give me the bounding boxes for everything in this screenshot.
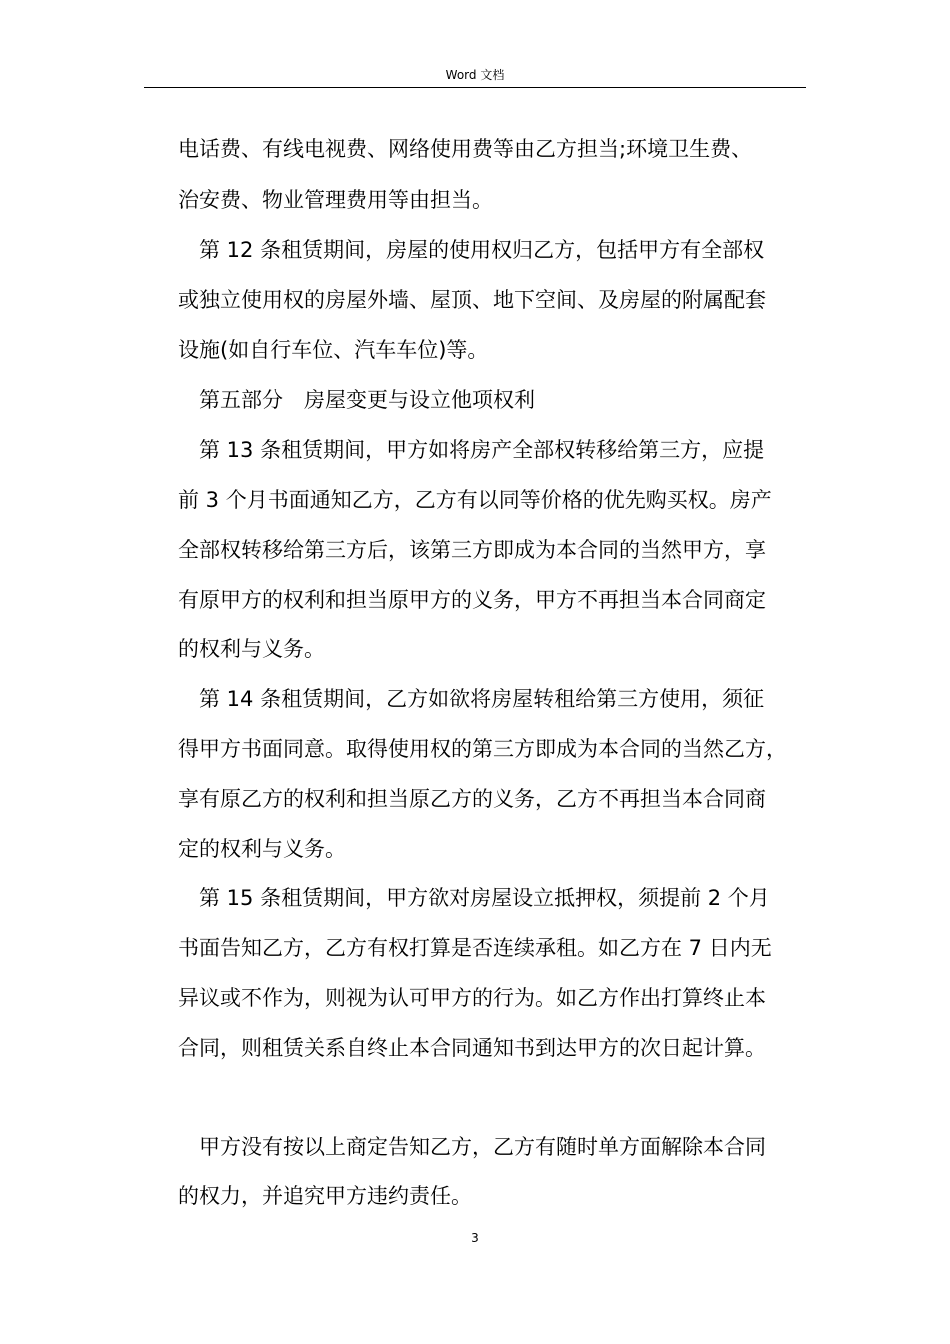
paragraph-line: 前 3 个月书面通知乙方，乙方有以同等价格的优先购买权。房产 [178,488,772,512]
paragraph-line: 享有原乙方的权利和担当原乙方的义务，乙方不再担当本合同商 [178,787,766,811]
section-heading: 第五部分 房屋变更与设立他项权利 [199,388,535,412]
paragraph-line: 第 14 条租赁期间，乙方如欲将房屋转租给第三方使用，须征 [199,687,765,711]
page-header: Word 文档 [445,68,505,82]
paragraph-line: 或独立使用权的房屋外墙、屋顶、地下空间、及房屋的附属配套 [178,288,766,312]
paragraph-line: 得甲方书面同意。取得使用权的第三方即成为本合同的当然乙方， [178,737,787,761]
paragraph-line: 治安费、物业管理费用等由担当。 [178,188,493,212]
paragraph-line: 合同，则租赁关系自终止本合同通知书到达甲方的次日起计算。 [178,1036,766,1060]
paragraph-line: 有原甲方的权利和担当原甲方的义务，甲方不再担当本合同商定 [178,588,766,612]
paragraph-line: 定的权利与义务。 [178,837,346,861]
paragraph-line: 书面告知乙方，乙方有权打算是否连续承租。如乙方在 7 日内无 [178,936,772,960]
paragraph-line: 设施(如自行车位、汽车车位)等。 [178,338,489,362]
paragraph-line: 的权利与义务。 [178,637,325,661]
paragraph-line: 第 15 条租赁期间，甲方欲对房屋设立抵押权，须提前 2 个月 [199,886,770,910]
paragraph-line: 全部权转移给第三方后，该第三方即成为本合同的当然甲方，享 [178,538,766,562]
paragraph-line: 第 12 条租赁期间，房屋的使用权归乙方，包括甲方有全部权 [199,238,765,262]
paragraph-line: 甲方没有按以上商定告知乙方，乙方有随时单方面解除本合同 [199,1135,766,1159]
header-rule [144,87,806,88]
paragraph-line: 电话费、有线电视费、网络使用费等由乙方担当;环境卫生费、 [178,137,753,161]
page-number: 3 [471,1231,479,1245]
paragraph-line: 异议或不作为，则视为认可甲方的行为。如乙方作出打算终止本 [178,986,766,1010]
paragraph-line: 的权力，并追究甲方违约责任。 [178,1184,472,1208]
paragraph-line: 第 13 条租赁期间，甲方如将房产全部权转移给第三方，应提 [199,438,765,462]
